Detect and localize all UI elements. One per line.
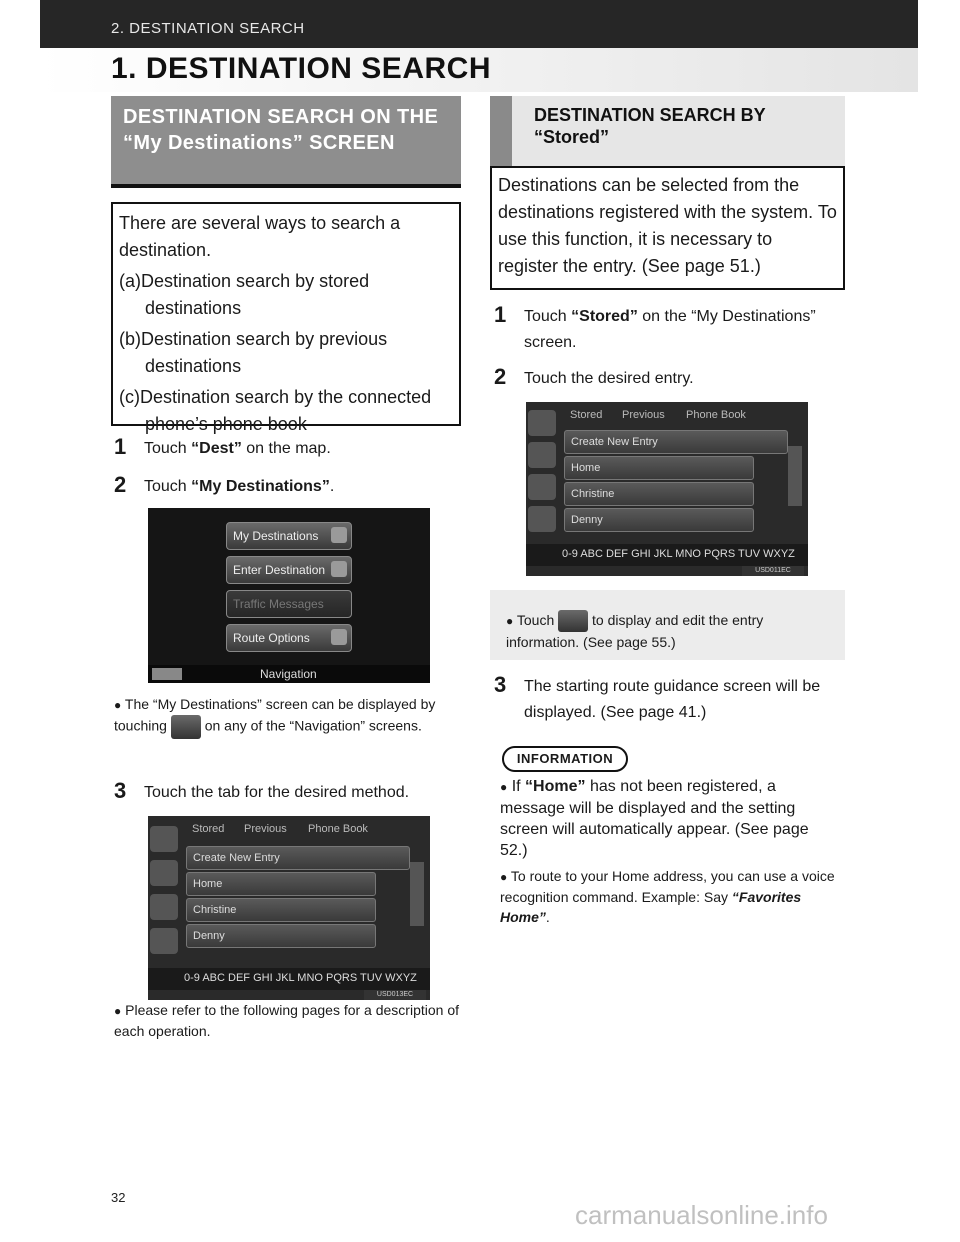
- letter-tabs: 0-9 ABC DEF GHI JKL MNO PQRS TUV WXYZ: [148, 968, 430, 990]
- note-refer: ● Please refer to the following pages for a description of each operation.: [114, 1002, 460, 1039]
- left-heading-text: DESTINATION SEARCH ON THE “My Destinations” SCREEN: [123, 106, 439, 154]
- side-icon: [150, 894, 178, 920]
- side-icon: [150, 826, 178, 852]
- status-bar: Navigation: [148, 665, 430, 683]
- header-bar: [40, 0, 918, 48]
- letter-tabs: 0-9 ABC DEF GHI JKL MNO PQRS TUV WXYZ: [526, 544, 808, 566]
- scrollbar: [788, 446, 802, 506]
- row-home: Home: [564, 456, 754, 480]
- intro-box-right: [490, 166, 845, 290]
- section-label: 2. DESTINATION SEARCH: [111, 20, 305, 37]
- information-label: INFORMATION: [502, 746, 628, 772]
- list-item: (a)Destination search by stored destinations: [119, 271, 370, 318]
- row-denny: Denny: [564, 508, 754, 532]
- map-icon: [331, 561, 347, 577]
- row-christine: Christine: [564, 482, 754, 506]
- row-create-new-entry: Create New Entry: [186, 846, 410, 870]
- signal-icon: [152, 668, 182, 680]
- figure-code: USD011EC: [742, 566, 804, 576]
- note-my-destinations: ● The “My Destinations” screen can be displayed by touching on any of the “Navigation” screens.: [114, 694, 464, 739]
- intro-text-right: Destinations can be selected from the destinations registered with the system. To use this function, it is necessary to register the entry. (See page 51.): [498, 175, 837, 276]
- step-3-right: 3 The starting route guidance screen will be displayed. (See page 41.): [494, 672, 821, 721]
- row-create-new-entry: Create New Entry: [564, 430, 788, 454]
- step-1-right: 1 Touch “Stored” on the “My Destinations” screen.: [494, 302, 816, 351]
- gear-icon: [331, 629, 347, 645]
- enter-destination-button: Enter Destination: [226, 556, 352, 584]
- figure-code: USD013EC: [364, 990, 426, 1000]
- intro-text: There are several ways to search a destination.: [119, 213, 401, 260]
- row-denny: Denny: [186, 924, 376, 948]
- page-title: 1. DESTINATION SEARCH: [111, 52, 491, 85]
- side-icon: [528, 474, 556, 500]
- info-home-not-registered: ● If “Home” has not been registered, a message will be displayed and the setting screen will automatically appear. (See page 52.): [500, 778, 809, 859]
- step-3-left: 3 Touch the tab for the desired method.: [114, 778, 410, 803]
- traffic-messages-button: Traffic Messages: [226, 590, 352, 618]
- navigation-menu-screenshot: [148, 508, 430, 683]
- scrollbar: [410, 862, 424, 926]
- side-icon: [528, 410, 556, 436]
- route-options-button: Route Options: [226, 624, 352, 652]
- edit-icon: [558, 610, 588, 632]
- list-item: (c)Destination search by the connected phone’s phone book: [119, 387, 432, 434]
- side-icon: [528, 506, 556, 532]
- right-heading-text: DESTINATION SEARCH BY “Stored”: [534, 105, 766, 147]
- side-icon: [150, 860, 178, 886]
- watermark: carmanualsonline.info: [575, 1200, 828, 1230]
- step-1-left: 1 Touch “Dest” on the map.: [114, 434, 331, 459]
- flag-icon: [331, 527, 347, 543]
- stored-list-screenshot-right: Stored Previous Phone Book Create New Entry Home Christine Denny 0-9 ABC DEF GHI JKL MNO PQRS TUV WXYZ USD011EC: [526, 402, 808, 576]
- side-icon: [528, 442, 556, 468]
- list-item: (b)Destination search by previous destinations: [119, 329, 388, 376]
- navigation-icon: [171, 715, 201, 739]
- step-2-right: 2 Touch the desired entry.: [494, 364, 694, 389]
- page-number: 32: [111, 1190, 126, 1205]
- side-icon: [150, 928, 178, 954]
- row-christine: Christine: [186, 898, 376, 922]
- stored-list-screenshot-left: Stored Previous Phone Book Create New Entry Home Christine Denny 0-9 ABC DEF GHI JKL MNO PQRS TUV WXYZ USD013EC: [148, 816, 430, 1000]
- row-home: Home: [186, 872, 376, 896]
- info-voice-command: ● To route to your Home address, you can use a voice recognition command. Example: Say “Favorites Home”.: [500, 868, 835, 925]
- step-2-left: 2 Touch “My Destinations”.: [114, 472, 335, 497]
- my-destinations-button: My Destinations: [226, 522, 352, 550]
- note-edit-entry: ● Touch to display and edit the entry information. (See page 55.): [506, 612, 764, 651]
- intro-box-left: [111, 202, 461, 434]
- left-section-heading: [111, 96, 461, 188]
